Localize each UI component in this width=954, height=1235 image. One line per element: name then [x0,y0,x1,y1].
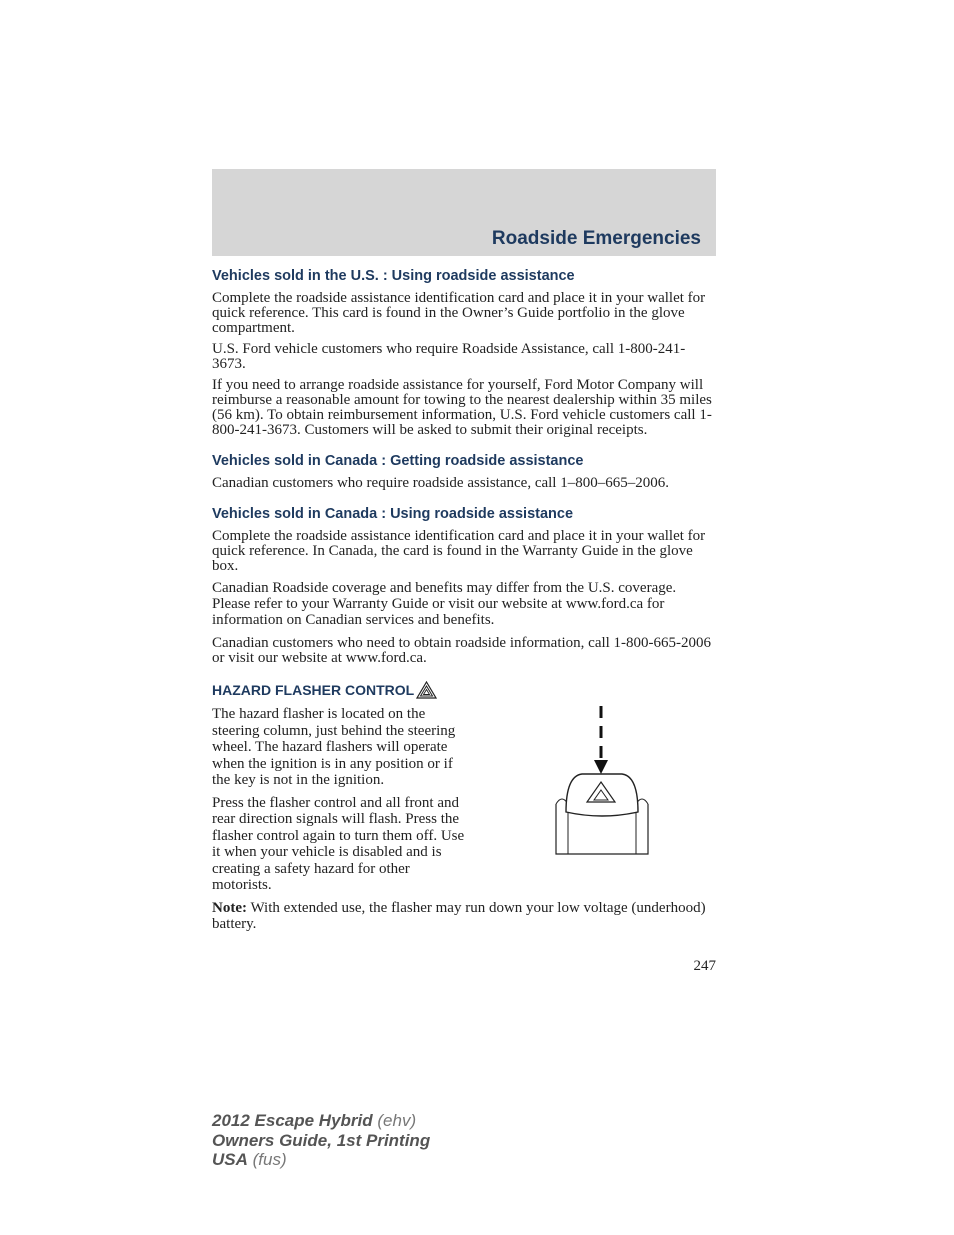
hazard-heading-text: HAZARD FLASHER CONTROL [212,682,415,698]
note-label: Note: [212,899,247,916]
footer-line-1 [212,1111,430,1131]
hazard-section [212,680,716,933]
paragraph: Complete the roadside assistance identification card and place it in your wallet for quick reference. In Canada, the card is found in the Warranty Guide in the glove box. [212,528,706,574]
paragraph: U.S. Ford vehicle customers who require Roadside Assistance, call 1-800-241-3673. [212,341,686,372]
warning-triangle-icon [416,681,437,699]
paragraph: Complete the roadside assistance identification card and place it in your wallet for quick reference. This card is found in the Owner’s Guide portfolio in the glove compartment. [212,290,706,336]
chapter-title: Roadside Emergencies [491,228,701,249]
section-heading-canada-getting: Vehicles sold in Canada : Getting roadside assistance [212,453,584,469]
page-content [212,266,716,939]
paragraph: The hazard flasher is located on the steering column, just behind the steering wheel. The hazard flashers will operate when the ignition is in any position or if the key is not in the ignition. [212,706,456,788]
paragraph: Press the flasher control and all front and rear direction signals will flash. Press the flasher control again to turn them off. Use it when your vehicle is disabled and is creating a safety hazard for other motorists. [212,794,465,893]
paragraph: If you need to arrange roadside assistance for yourself, Ford Motor Company will reimburse a reasonable amount for towing to the nearest dealership within 35 miles (56 km). To obtain reimbursement information, U.S. Ford vehicle customers call 1-800-241-3673. Customers will be asked to submit their original receipts. [212,377,712,438]
hazard-button-illustration [552,704,652,864]
section-heading-us: Vehicles sold in the U.S. : Using roadside assistance [212,268,575,284]
note-text: With extended use, the flasher may run down your low voltage (underhood) battery. [212,899,706,932]
footer-edition: Owners Guide, 1st Printing [212,1130,431,1150]
footer-market-code: (fus) [247,1150,287,1169]
footer-model: 2012 Escape Hybrid [212,1111,373,1130]
paragraph: Canadian Roadside coverage and benefits may differ from the U.S. coverage. Please refer to your Warranty Guide or visit our website at www.ford.ca for information on Canadian services and benefits. [212,580,677,628]
footer-line-3 [212,1150,430,1170]
chapter-header-band [212,169,716,256]
paragraph: Canadian customers who need to obtain roadside information, call 1-800-665-2006 or visit our website at www.ford.ca. [212,635,712,666]
footer-line-2 [212,1131,430,1151]
footer-model-code: (ehv) [372,1111,417,1130]
document-footer [212,1111,430,1170]
section-heading-canada-using: Vehicles sold in Canada : Using roadside assistance [212,506,574,522]
hazard-text-column [212,706,467,894]
paragraph: Canadian customers who require roadside assistance, call 1–800–665–2006. [212,475,669,491]
page-number: 247 [693,958,716,974]
note-paragraph [212,900,716,933]
footer-market: USA [212,1150,248,1169]
section-heading-hazard [212,680,716,700]
